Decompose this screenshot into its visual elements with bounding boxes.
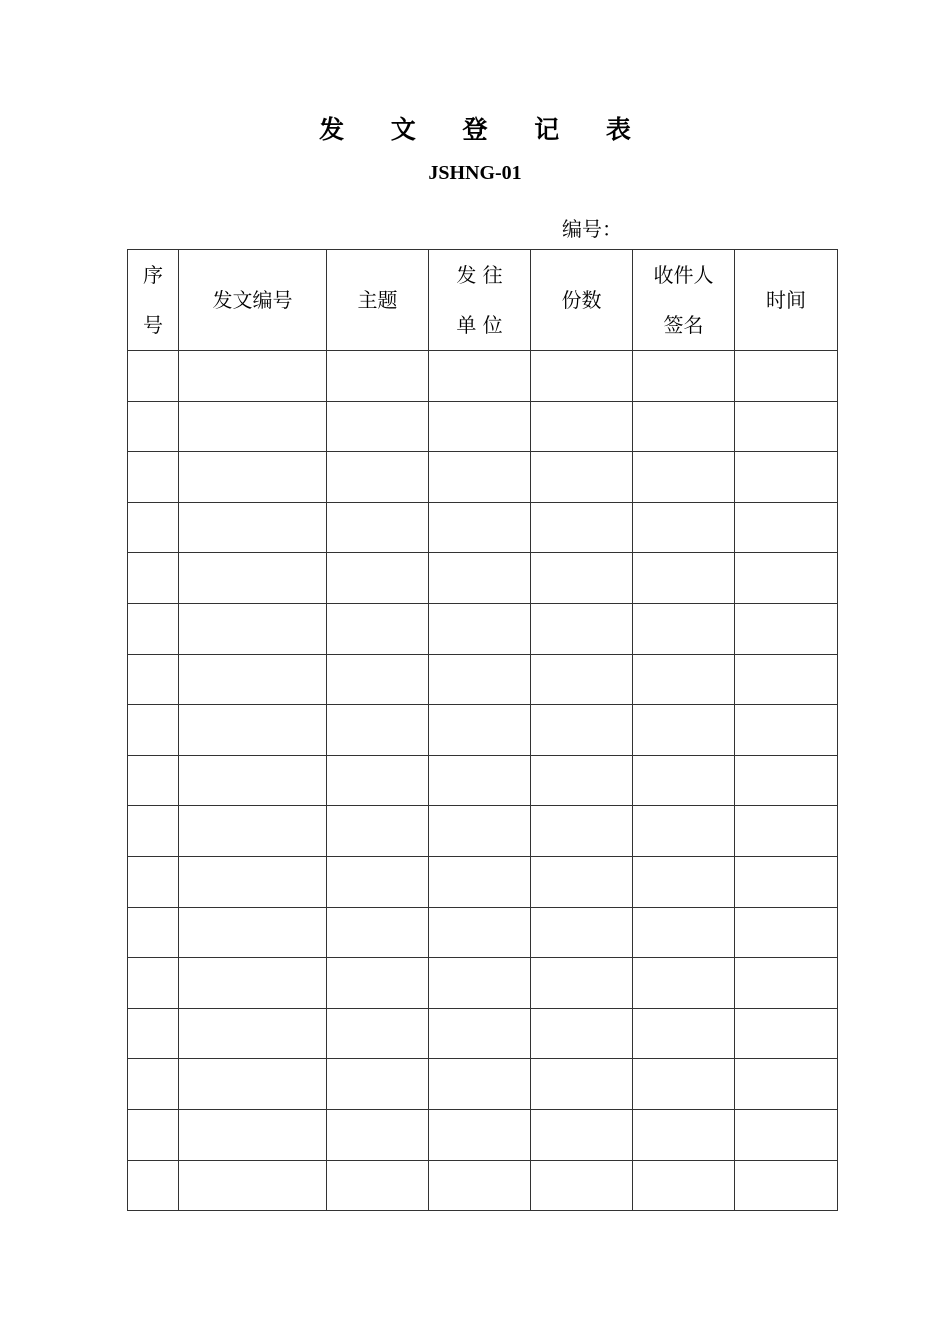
document-number-cell[interactable] bbox=[179, 755, 327, 806]
signature-cell[interactable] bbox=[633, 705, 735, 756]
copies-cell[interactable] bbox=[531, 856, 633, 907]
copies-cell[interactable] bbox=[531, 351, 633, 402]
time-cell[interactable] bbox=[735, 452, 838, 503]
time-cell[interactable] bbox=[735, 705, 838, 756]
recipient-unit-cell[interactable] bbox=[429, 1160, 531, 1211]
subject-cell[interactable] bbox=[327, 1160, 429, 1211]
subject-cell[interactable] bbox=[327, 1008, 429, 1059]
document-code: JSHNG-01 bbox=[428, 162, 522, 184]
serial-number-cell[interactable] bbox=[128, 553, 179, 604]
recipient-unit-cell[interactable] bbox=[429, 755, 531, 806]
table-row bbox=[128, 1059, 838, 1110]
document-number-cell[interactable] bbox=[179, 1109, 327, 1160]
signature-cell[interactable] bbox=[633, 1109, 735, 1160]
table-row bbox=[128, 806, 838, 857]
time-cell[interactable] bbox=[735, 603, 838, 654]
header-document-number-label: 发文编号 bbox=[212, 288, 293, 312]
time-cell[interactable] bbox=[735, 806, 838, 857]
serial-number-cell[interactable] bbox=[128, 856, 179, 907]
subject-cell[interactable] bbox=[327, 603, 429, 654]
subject-cell[interactable] bbox=[327, 755, 429, 806]
header-serial-number-line2: 号 bbox=[143, 313, 163, 337]
copies-cell[interactable] bbox=[531, 907, 633, 958]
document-number-cell[interactable] bbox=[179, 705, 327, 756]
signature-cell[interactable] bbox=[633, 755, 735, 806]
time-cell[interactable] bbox=[735, 1008, 838, 1059]
signature-cell[interactable] bbox=[633, 654, 735, 705]
signature-cell[interactable] bbox=[633, 452, 735, 503]
subject-cell[interactable] bbox=[327, 502, 429, 553]
serial-number-cell[interactable] bbox=[128, 1109, 179, 1160]
time-cell[interactable] bbox=[735, 1109, 838, 1160]
copies-cell[interactable] bbox=[531, 1008, 633, 1059]
header-copies bbox=[531, 250, 633, 351]
document-number-cell[interactable] bbox=[179, 553, 327, 604]
document-number-cell[interactable] bbox=[179, 603, 327, 654]
serial-number-cell[interactable] bbox=[128, 806, 179, 857]
time-cell[interactable] bbox=[735, 553, 838, 604]
table-row bbox=[128, 856, 838, 907]
time-cell[interactable] bbox=[735, 1059, 838, 1110]
dispatch-register-table bbox=[127, 249, 838, 1211]
recipient-unit-cell[interactable] bbox=[429, 654, 531, 705]
serial-number-cell[interactable] bbox=[128, 705, 179, 756]
copies-cell[interactable] bbox=[531, 553, 633, 604]
time-cell[interactable] bbox=[735, 856, 838, 907]
signature-cell[interactable] bbox=[633, 806, 735, 857]
header-serial-number-line1: 序 bbox=[143, 263, 163, 287]
recipient-unit-cell[interactable] bbox=[429, 1109, 531, 1160]
serial-number-cell[interactable] bbox=[128, 502, 179, 553]
serial-number-cell[interactable] bbox=[128, 1160, 179, 1211]
serial-number-cell[interactable] bbox=[128, 401, 179, 452]
time-cell[interactable] bbox=[735, 755, 838, 806]
time-cell[interactable] bbox=[735, 401, 838, 452]
signature-cell[interactable] bbox=[633, 1160, 735, 1211]
signature-cell[interactable] bbox=[633, 1059, 735, 1110]
header-time bbox=[735, 250, 838, 351]
recipient-unit-cell[interactable] bbox=[429, 806, 531, 857]
time-cell[interactable] bbox=[735, 351, 838, 402]
table-row bbox=[128, 603, 838, 654]
subject-cell[interactable] bbox=[327, 907, 429, 958]
recipient-unit-cell[interactable] bbox=[429, 553, 531, 604]
copies-cell[interactable] bbox=[531, 705, 633, 756]
document-number-cell[interactable] bbox=[179, 452, 327, 503]
table-row bbox=[128, 1109, 838, 1160]
copies-cell[interactable] bbox=[531, 452, 633, 503]
header-document-number bbox=[179, 250, 327, 351]
document-title: 发 文 登 记 表 bbox=[319, 115, 650, 144]
table-row bbox=[128, 502, 838, 553]
table-row bbox=[128, 1160, 838, 1211]
subject-cell[interactable] bbox=[327, 1059, 429, 1110]
time-cell[interactable] bbox=[735, 654, 838, 705]
copies-cell[interactable] bbox=[531, 401, 633, 452]
table-row bbox=[128, 654, 838, 705]
copies-cell[interactable] bbox=[531, 806, 633, 857]
time-cell[interactable] bbox=[735, 907, 838, 958]
header-recipient-signature-line1: 收件人 bbox=[653, 263, 714, 287]
register-body bbox=[128, 351, 838, 1211]
copies-cell[interactable] bbox=[531, 603, 633, 654]
signature-cell[interactable] bbox=[633, 603, 735, 654]
signature-cell[interactable] bbox=[633, 856, 735, 907]
signature-cell[interactable] bbox=[633, 553, 735, 604]
recipient-unit-cell[interactable] bbox=[429, 502, 531, 553]
table-row bbox=[128, 452, 838, 503]
recipient-unit-cell[interactable] bbox=[429, 452, 531, 503]
recipient-unit-cell[interactable] bbox=[429, 603, 531, 654]
number-label: 编号： bbox=[562, 217, 622, 241]
signature-cell[interactable] bbox=[633, 502, 735, 553]
header-subject bbox=[327, 250, 429, 351]
header-recipient-unit bbox=[429, 250, 531, 351]
copies-cell[interactable] bbox=[531, 1109, 633, 1160]
table-row bbox=[128, 705, 838, 756]
time-cell[interactable] bbox=[735, 1160, 838, 1211]
document-number-cell[interactable] bbox=[179, 351, 327, 402]
copies-cell[interactable] bbox=[531, 1059, 633, 1110]
document-number-cell[interactable] bbox=[179, 958, 327, 1009]
serial-number-cell[interactable] bbox=[128, 958, 179, 1009]
serial-number-cell[interactable] bbox=[128, 351, 179, 402]
document-number-cell[interactable] bbox=[179, 502, 327, 553]
recipient-unit-cell[interactable] bbox=[429, 1059, 531, 1110]
copies-cell[interactable] bbox=[531, 502, 633, 553]
recipient-unit-cell[interactable] bbox=[429, 705, 531, 756]
signature-cell[interactable] bbox=[633, 1008, 735, 1059]
recipient-unit-cell[interactable] bbox=[429, 1008, 531, 1059]
header-recipient-signature-line2: 签名 bbox=[663, 313, 704, 337]
table-row bbox=[128, 553, 838, 604]
subject-cell[interactable] bbox=[327, 654, 429, 705]
time-cell[interactable] bbox=[735, 958, 838, 1009]
signature-cell[interactable] bbox=[633, 401, 735, 452]
subject-cell[interactable] bbox=[327, 705, 429, 756]
header-copies-label: 份数 bbox=[561, 288, 602, 312]
table-row bbox=[128, 401, 838, 452]
header-recipient-unit-line2: 单 位 bbox=[456, 313, 503, 337]
serial-number-cell[interactable] bbox=[128, 1059, 179, 1110]
header-recipient-unit-line1: 发 往 bbox=[456, 263, 503, 287]
time-cell[interactable] bbox=[735, 502, 838, 553]
header-serial-number bbox=[128, 250, 179, 351]
recipient-unit-cell[interactable] bbox=[429, 351, 531, 402]
document-number-cell[interactable] bbox=[179, 856, 327, 907]
document-number-cell[interactable] bbox=[179, 1008, 327, 1059]
serial-number-cell[interactable] bbox=[128, 907, 179, 958]
copies-cell[interactable] bbox=[531, 755, 633, 806]
serial-number-cell[interactable] bbox=[128, 1008, 179, 1059]
serial-number-cell[interactable] bbox=[128, 755, 179, 806]
document-number-cell[interactable] bbox=[179, 401, 327, 452]
serial-number-cell[interactable] bbox=[128, 603, 179, 654]
copies-cell[interactable] bbox=[531, 958, 633, 1009]
table-row bbox=[128, 755, 838, 806]
table-row bbox=[128, 351, 838, 402]
subject-cell[interactable] bbox=[327, 958, 429, 1009]
recipient-unit-cell[interactable] bbox=[429, 907, 531, 958]
header-time-label: 时间 bbox=[766, 288, 806, 312]
document-number-cell[interactable] bbox=[179, 654, 327, 705]
document-number-cell[interactable] bbox=[179, 907, 327, 958]
subject-cell[interactable] bbox=[327, 806, 429, 857]
serial-number-cell[interactable] bbox=[128, 654, 179, 705]
signature-cell[interactable] bbox=[633, 351, 735, 402]
header-subject-label: 主题 bbox=[357, 288, 398, 312]
table-row bbox=[128, 958, 838, 1009]
header-recipient-signature bbox=[633, 250, 735, 351]
document-number-cell[interactable] bbox=[179, 1059, 327, 1110]
signature-cell[interactable] bbox=[633, 907, 735, 958]
subject-cell[interactable] bbox=[327, 452, 429, 503]
table-row bbox=[128, 1008, 838, 1059]
header-row bbox=[128, 250, 838, 351]
copies-cell[interactable] bbox=[531, 1160, 633, 1211]
subject-cell[interactable] bbox=[327, 553, 429, 604]
recipient-unit-cell[interactable] bbox=[429, 401, 531, 452]
subject-cell[interactable] bbox=[327, 351, 429, 402]
serial-number-cell[interactable] bbox=[128, 452, 179, 503]
subject-cell[interactable] bbox=[327, 856, 429, 907]
subject-cell[interactable] bbox=[327, 1109, 429, 1160]
signature-cell[interactable] bbox=[633, 958, 735, 1009]
recipient-unit-cell[interactable] bbox=[429, 958, 531, 1009]
recipient-unit-cell[interactable] bbox=[429, 856, 531, 907]
copies-cell[interactable] bbox=[531, 654, 633, 705]
document-number-cell[interactable] bbox=[179, 806, 327, 857]
table-row bbox=[128, 907, 838, 958]
subject-cell[interactable] bbox=[327, 401, 429, 452]
document-number-cell[interactable] bbox=[179, 1160, 327, 1211]
